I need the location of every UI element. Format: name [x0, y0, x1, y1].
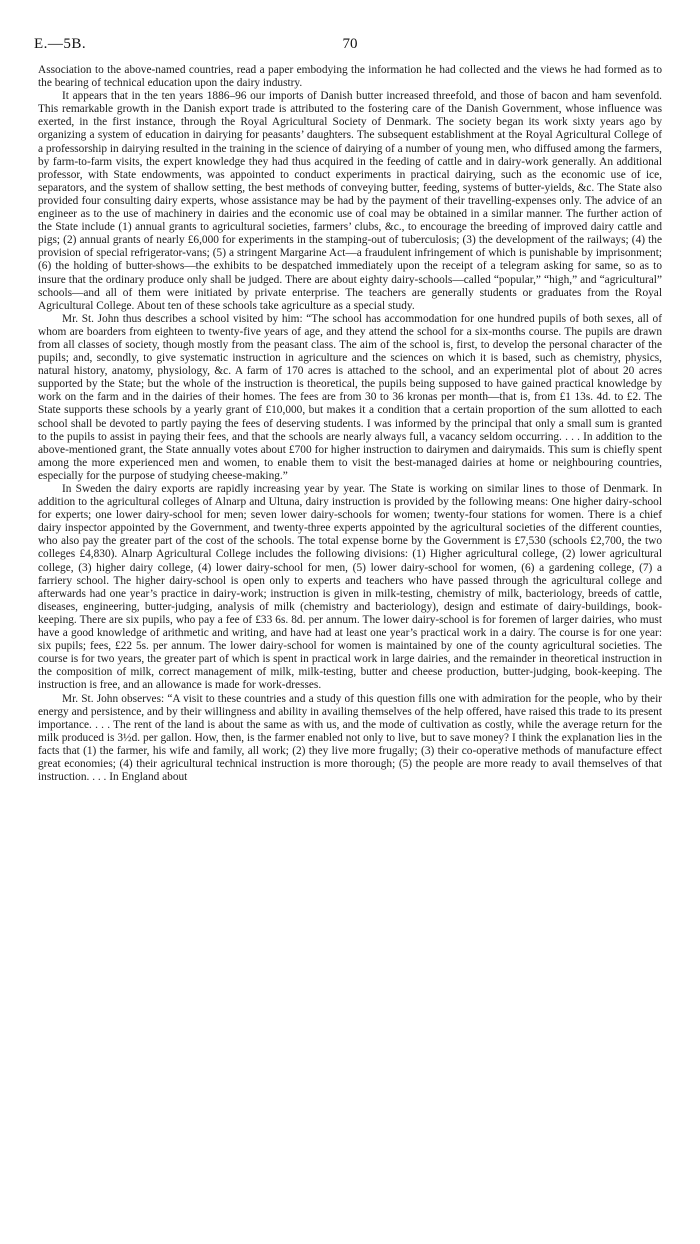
paragraph-continued: Association to the above-named countries, read a paper embodying the information he had collected and the views he had formed as to the bearing of technical education upon the dairy industry.	[38, 64, 662, 90]
page-number: 70	[342, 36, 358, 52]
page-header	[34, 36, 666, 56]
series-number: E.—5B.	[34, 36, 87, 52]
paragraph-denmark: It appears that in the ten years 1886–96 our imports of Danish butter increased threefold, and those of bacon and ham sevenfold. This remarkable growth in the Danish export trade is attributed to the fostering care of the Danish Government, whose influence was exerted, in the first instance, through the Royal Agricultural Society of Denmark. The society began its work sixty years ago by organizing a system of education in dairying for peasants’ daughters. The subsequent establishment at the Royal Agricultural College of a professorship in dairying resulted in the training in the science of dairying of a number of young men, who diffused among the farmers, by farm-to-farm visits, the expert knowledge they had thus acquired in the feeding of cattle and in dairy-work generally. An additional professor, with State endowments, was appointed to conduct experiments in practical dairying, such as the economic use of ice, separators, and the system of shallow setting, the best methods of conveying butter, feeding, systems of butter-yields, &c. The State also provided four consulting dairy experts, whose assistance may be had by the payment of their travelling-expenses only. The advice of an engineer as to the use of machinery in dairies and the economic use of coal may be obtained in a similar manner. The further action of the State include (1) annual grants to agricultural societies, farmers’ clubs, &c., to encourage the breeding of improved dairy cattle and pigs; (2) annual grants of nearly £6,000 for experiments in the stamping-out of tuberculosis; (3) the development of the railways; (4) the provision of special refrigerator-vans; (5) a stringent Margarine Act—a fraudulent infringement of which is punishable by imprisonment; (6) the holding of butter-shows—the exhibits to be despatched immediately upon the receipt of a telegram asking for same, so as to insure that the ordinary produce only shall be judged. There are about eighty dairy-schools—called “popular,” “high,” and “agricultural” schools—and all of them were initiated by private enterprise. The teachers are generally students or graduates from the Royal Agricultural College. About ten of these schools take agriculture as a special study.	[38, 90, 662, 312]
paragraph-sweden: In Sweden the dairy exports are rapidly increasing year by year. The State is working on similar lines to those of Denmark. In addition to the agricultural colleges of Alnarp and Ultuna, dairy instruction is provided by the following means: One higher dairy-school for experts; one lower dairy-school for men; seven lower dairy-schools for women; twenty-four stations for women. There is a chief dairy inspector appointed by the Government, and twenty-three experts appointed by the agricultural societies of the different counties, who also pay the greater part of the cost of the schools. The total expense borne by the Government is £7,530 (schools £2,700, the two colleges £4,830). Alnarp Agricultural College includes the following divisions: (1) Higher agricultural college, (2) lower agricultural college, (3) higher dairy college, (4) lower dairy-school for men, (5) lower dairy-school for women, (6) a gardening college, (7) a farriery school. The higher dairy-school is open only to experts and teachers who have passed through the agricultural college and afterwards had one year’s practice in dairy-work; instruction is given in milk-testing, chemistry of milk, bacteriology, breeds of cattle, diseases, engineering, butter-judging, analysis of milk (chemistry and bacteriology), design and estimate of dairy-buildings, book-keeping. There are six pupils, who pay a fee of £33 6s. 8d. per annum. The lower dairy-school is for foremen of larger dairies, who must have a good knowledge of arithmetic and writing, and have had at least one year’s practical work in a dairy. The course is for one year: six pupils; fees, £22 5s. per annum. The lower dairy-school for women is maintained by one of the county agricultural societies. The course is for two years, the greater part of which is spent in practical work in large dairies, and the remainder in theoretical instruction in the composition of milk, correct management of milk, milk-testing, butter and cheese production, butter-judging, book-keeping. The instruction is free, and an allowance is made for work-dresses.	[38, 483, 662, 692]
paragraph-observations: Mr. St. John observes: “A visit to these countries and a study of this question fills one with admiration for the people, who by their energy and persistence, and by their willingness and ability in availing themselves of the help offered, have raised this trade to its present importance. . . . The rent of the land is about the same as with us, and the mode of cultivation as costly, while the average return for the milk produced is 3½d. per gallon. How, then, is the farmer enabled not only to live, but to save money? I think the explanation lies in the facts that (1) the farmer, his wife and family, all work; (2) they live more frugally; (3) their co-operative methods of manufacture effect great economies; (4) their agricultural technical instruction is more thorough; (5) the people are more ready to avail themselves of that instruction. . . . In England about	[38, 692, 662, 784]
paragraph-school-description: Mr. St. John thus describes a school visited by him: “The school has accommodation for one hundred pupils of both sexes, all of whom are boarders from eighteen to twenty-five years of age, and they attend the school for a six-months course. The pupils are drawn from all classes of society, though mostly from the peasant class. The aim of the school is, first, to develop the personal character of the pupils; and, secondly, to give systematic instruction in agriculture and the sciences on which it is based, such as chemistry, physics, natural history, anatomy, physiology, &c. A farm of 170 acres is attached to the school, and an experimental plot of about 20 acres supported by the State; but the whole of the instruction is theoretical, the pupils being supposed to have gained practical knowledge by work on the farm and in the dairies of their homes. The fees are from 30 to 36 kronas per month—that is, from £1 13s. 4d. to £2. The State supports these schools by a yearly grant of £10,000, but makes it a condition that a certain proportion of the sum allotted to each school shall be devoted to partly paying the fees of deserving students. I was informed by the principal that only a small sum is granted to the pupils to assist in paying their fees, and that the schools are nearly always full, a vacancy seldom occurring. . . . In addition to the above-mentioned grant, the State annually votes about £700 for higher instruction to dairymen and dairymaids. This sum is chiefly spent among the more experienced men and women, to enable them to visit the best-managed dairies at home or neighbouring countries, especially for the purpose of studying cheese-making.”	[38, 312, 662, 482]
body-text	[38, 64, 662, 784]
